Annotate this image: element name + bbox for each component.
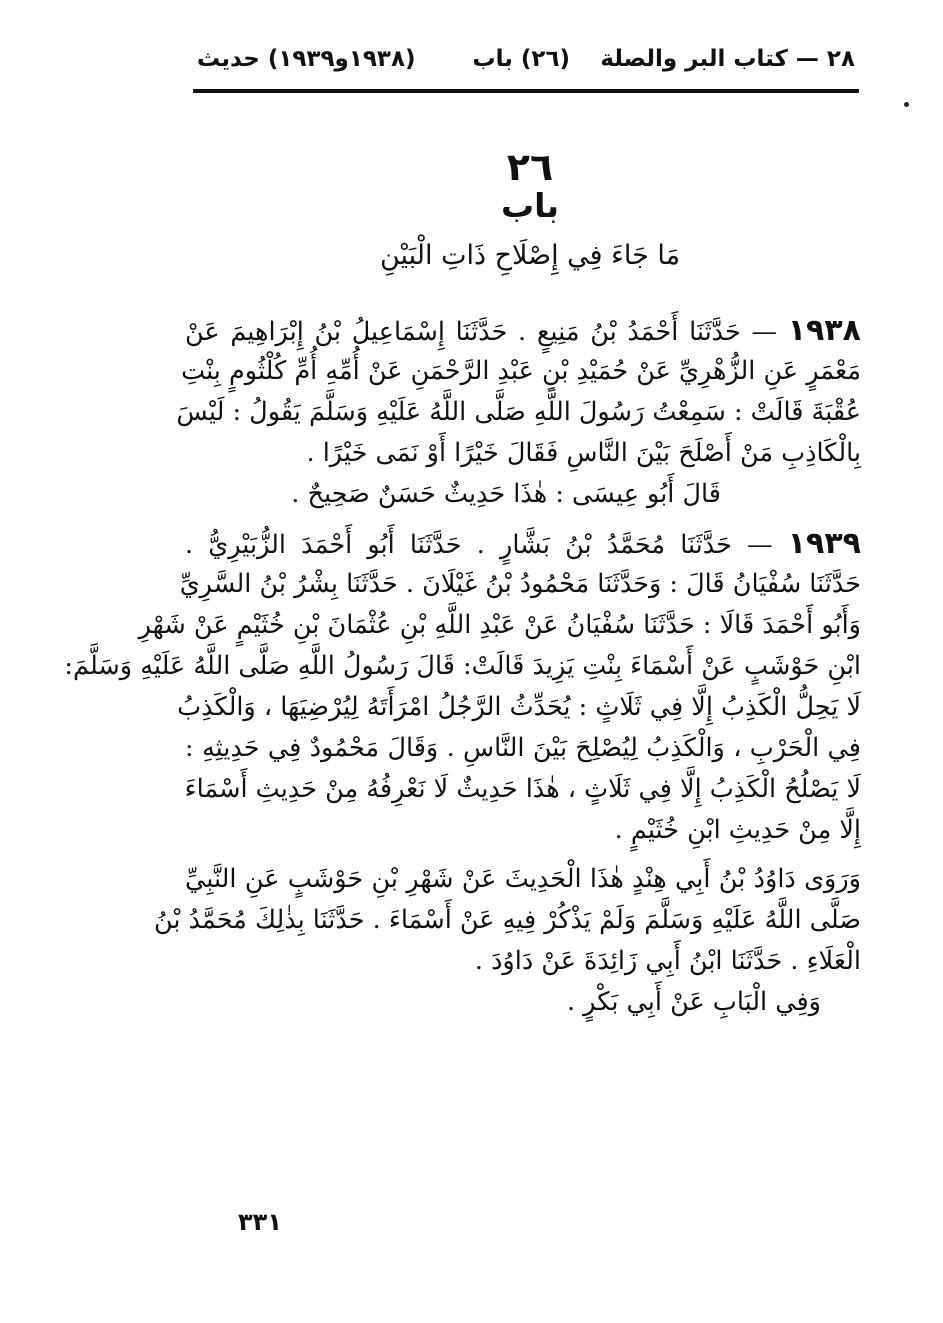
hadith-1939-text-1: — حَدَّثَنَا مُحَمَّدُ بْنُ بَشَّارٍ . حَدَّثَنَا أَبُو أَحْمَدَ الزُّبَيْرِيُّ .	[185, 530, 773, 560]
ink-dot	[904, 102, 909, 107]
header-book-title: ٢٨ — كتاب البر والصلة	[600, 46, 855, 72]
hadith-1939-line-3: وَأَبُو أَحْمَدَ قَالَا : حَدَّثَنَا سُفْيَانُ عَنْ عَبْدِ اللَّهِ بْنِ عُثْمَانَ بْنِ خُثَيْمٍ عَنْ شَهْرِ	[138, 610, 861, 640]
hadith-1938-text-1: — حَدَّثَنَا أَحْمَدُ بْنُ مَنِيعٍ . حَدَّثَنَا إِسْمَاعِيلُ بْنُ إِبْرَاهِيمَ عَنْ	[185, 317, 778, 347]
hadith-1938-verdict: قَالَ أَبُو عِيسَى : هٰذَا حَدِيثٌ حَسَنٌ صَحِيحٌ .	[291, 479, 721, 509]
header-bab-label: (٢٦) باب	[472, 46, 570, 72]
hadith-1939-line-2: حَدَّثَنَا سُفْيَانُ قَالَ : وَحَدَّثَنَا مَحْمُودُ بْنُ غَيْلَانَ . حَدَّثَنَا بِشْرُ بْنُ السَّرِيِّ	[179, 569, 861, 599]
header-hadith-range: (١٩٣٨و١٩٣٩) حديث	[197, 46, 416, 72]
hadith-1938-line-3: عُقْبَةَ قَالَتْ : سَمِعْتُ رَسُولَ اللَّهِ صَلَّى اللَّهُ عَلَيْهِ وَسَلَّمَ يَقُولُ : لَيْسَ	[176, 397, 861, 427]
hadith-1939-line-5: لَا يَحِلُّ الْكَذِبُ إِلَّا فِي ثَلَاثٍ : يُحَدِّثُ الرَّجُلُ امْرَأَتَهُ لِيُرْضِيَهَا ، وَالْكَذِبُ	[177, 692, 861, 722]
hadith-1939-line-7: لَا يَصْلُحُ الْكَذِبُ إِلَّا فِي ثَلَاثٍ ، هٰذَا حَدِيثٌ لَا نَعْرِفُهُ مِنْ حَدِيثِ أَسْمَاءَ	[184, 774, 861, 804]
closing-line-3: الْعَلَاءِ . حَدَّثَنَا ابْنُ أَبِي زَائِدَةَ عَنْ دَاوُدَ .	[474, 946, 861, 976]
hadith-1938-line-1	[185, 310, 861, 351]
closing-line-4: وَفِي الْبَابِ عَنْ أَبِي بَكْرٍ .	[566, 987, 821, 1017]
body-text	[64, 310, 861, 1023]
hadith-1938-line-2: مَعْمَرٍ عَنِ الزُّهْرِيِّ عَنْ حُمَيْدِ بْنِ عَبْدِ الرَّحْمَنِ عَنْ أُمِّهِ أُمِّ كُلْثُومٍ بِنْتِ	[181, 356, 861, 386]
hadith-1939-line-8: إِلَّا مِنْ حَدِيثِ ابْنِ خُثَيْمٍ .	[614, 815, 861, 845]
hadith-1938-number: ١٩٣٨	[787, 313, 861, 348]
hadith-1939-line-1	[185, 523, 861, 564]
hadith-1939-line-6: فِي الْحَرْبِ ، وَالْكَذِبُ لِيُصْلِحَ بَيْنَ النَّاسِ . وَقَالَ مَحْمُودٌ فِي حَدِيثِهِ :	[185, 733, 861, 763]
chapter-number: ٢٦	[506, 145, 554, 189]
hadith-1939-number: ١٩٣٩	[787, 526, 861, 561]
header-rule	[193, 89, 859, 93]
chapter-word: باب	[501, 186, 559, 225]
page-number: ٣٣١	[238, 1208, 282, 1236]
hadith-1939-line-4: ابْنِ حَوْشَبٍ عَنْ أَسْمَاءَ بِنْتِ يَزِيدَ قَالَتْ: قَالَ رَسُولُ اللَّهِ صَلَّى اللَّهُ عَلَيْهِ وَسَلَّمَ:	[64, 651, 861, 681]
hadith-1938-line-4: بِالْكَاذِبِ مَنْ أَصْلَحَ بَيْنَ النَّاسِ فَقَالَ خَيْرًا أَوْ نَمَى خَيْرًا .	[306, 438, 861, 468]
running-header	[195, 40, 855, 88]
closing-line-2: صَلَّى اللَّهُ عَلَيْهِ وَسَلَّمَ وَلَمْ يَذْكُرْ فِيهِ عَنْ أَسْمَاءَ . حَدَّثَنَا بِذٰلِكَ مُحَمَّدُ بْنُ	[153, 905, 861, 935]
closing-line-1: وَرَوَى دَاوُدُ بْنُ أَبِي هِنْدٍ هٰذَا الْحَدِيثَ عَنْ شَهْرِ بْنِ حَوْشَبٍ عَنِ النَّبِيِّ	[185, 864, 861, 894]
chapter-title: مَا جَاءَ فِي إِصْلَاحِ ذَاتِ الْبَيْنِ	[379, 240, 681, 271]
